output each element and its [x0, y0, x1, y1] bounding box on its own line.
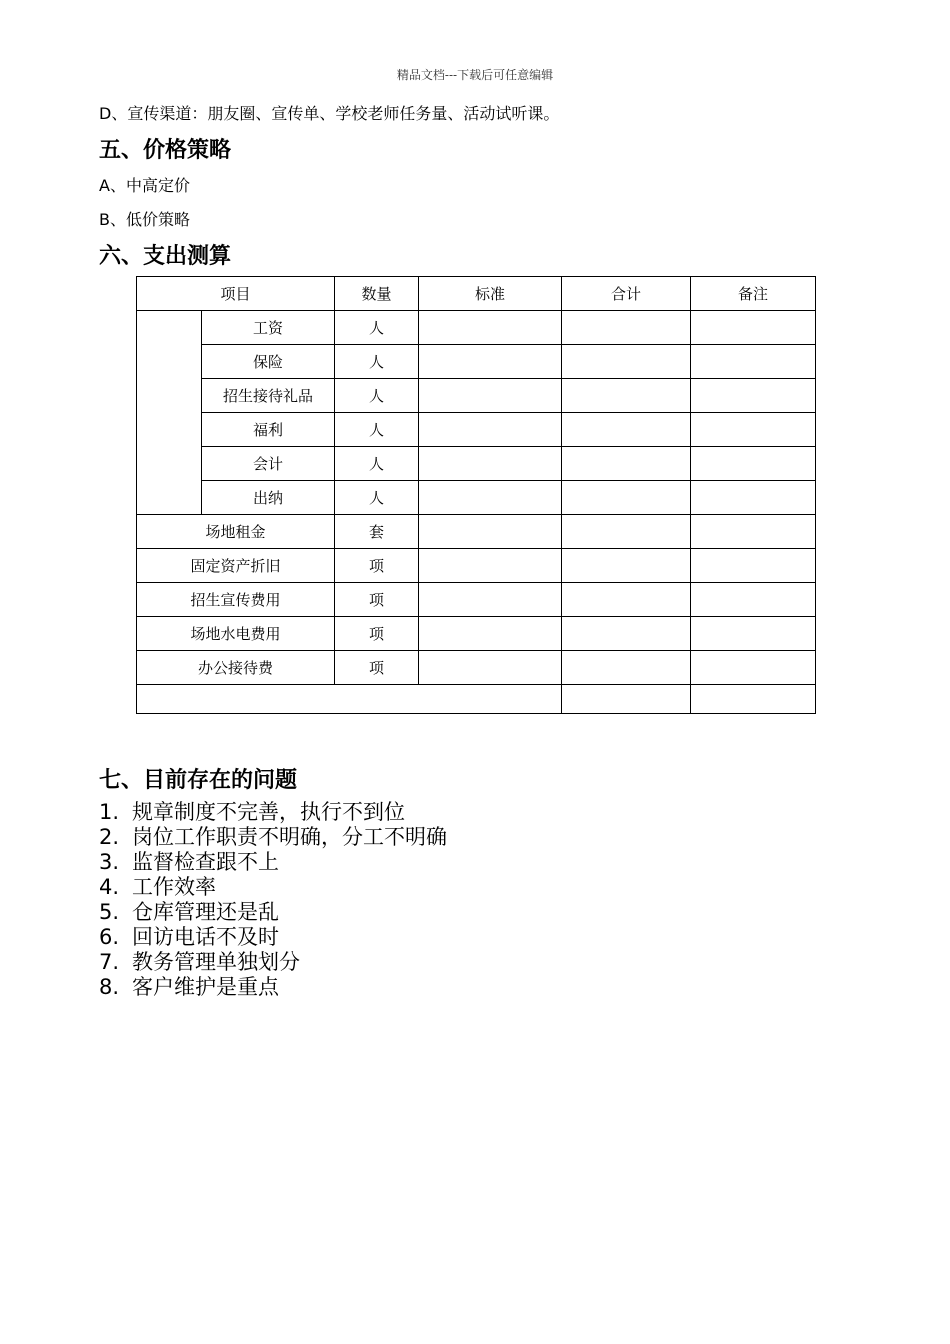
table-total-row — [137, 685, 816, 714]
row-standard — [419, 311, 562, 345]
row-standard — [419, 413, 562, 447]
table-row — [137, 583, 816, 617]
table-row — [137, 515, 816, 549]
header-item: 项目 — [137, 277, 335, 311]
table-header-row — [137, 277, 816, 311]
row-qty: 人 — [335, 345, 419, 379]
row-item: 会计 — [202, 447, 335, 481]
list-item — [99, 950, 447, 975]
table-row — [137, 379, 816, 413]
price-item-b: B、低价策略 — [99, 210, 190, 229]
problem-list — [99, 800, 447, 1000]
row-remark — [691, 515, 816, 549]
row-remark — [691, 549, 816, 583]
list-item-number: 7. — [99, 950, 120, 974]
row-remark — [691, 651, 816, 685]
row-total — [562, 651, 691, 685]
channels-line: D、宣传渠道：朋友圈、宣传单、学校老师任务量、活动试听课。 — [99, 104, 560, 123]
list-item-text: 规章制度不完善，执行不到位 — [132, 800, 405, 824]
page-header: 精品文档---下载后可任意编辑 — [396, 68, 554, 82]
list-item-text: 工作效率 — [132, 875, 216, 899]
row-qty: 人 — [335, 379, 419, 413]
row-item: 出纳 — [202, 481, 335, 515]
total-label-cell — [137, 685, 562, 714]
list-item-number: 5. — [99, 900, 120, 924]
list-item-number: 6. — [99, 925, 120, 949]
expense-table — [136, 276, 816, 714]
group-cell — [137, 311, 202, 515]
row-qty: 人 — [335, 481, 419, 515]
row-total — [562, 481, 691, 515]
row-item: 固定资产折旧 — [137, 549, 335, 583]
total-value-cell — [562, 685, 691, 714]
list-item-text: 回访电话不及时 — [132, 925, 279, 949]
list-item-number: 1. — [99, 800, 120, 824]
table-row — [137, 447, 816, 481]
row-item: 招生宣传费用 — [137, 583, 335, 617]
list-item — [99, 800, 447, 825]
row-qty: 项 — [335, 651, 419, 685]
row-item: 福利 — [202, 413, 335, 447]
total-remark-cell — [691, 685, 816, 714]
row-item: 保险 — [202, 345, 335, 379]
row-total — [562, 549, 691, 583]
row-total — [562, 617, 691, 651]
list-item-text: 教务管理单独划分 — [132, 950, 300, 974]
list-item — [99, 900, 447, 925]
table-row — [137, 549, 816, 583]
table-row — [137, 413, 816, 447]
list-item — [99, 825, 447, 850]
table-row — [137, 481, 816, 515]
section6-title: 六、支出测算 — [99, 244, 232, 269]
row-standard — [419, 583, 562, 617]
list-item-number: 4. — [99, 875, 120, 899]
row-total — [562, 379, 691, 413]
row-qty: 项 — [335, 583, 419, 617]
list-item-text: 监督检查跟不上 — [132, 850, 279, 874]
row-item: 场地水电费用 — [137, 617, 335, 651]
table-row — [137, 651, 816, 685]
row-standard — [419, 549, 562, 583]
row-standard — [419, 345, 562, 379]
row-total — [562, 345, 691, 379]
row-total — [562, 447, 691, 481]
header-qty: 数量 — [335, 277, 419, 311]
row-total — [562, 413, 691, 447]
price-item-a: A、中高定价 — [99, 176, 190, 195]
row-remark — [691, 413, 816, 447]
row-qty: 项 — [335, 617, 419, 651]
list-item-number: 8. — [99, 975, 120, 999]
list-item-number: 2. — [99, 825, 120, 849]
list-item — [99, 925, 447, 950]
section5-title: 五、价格策略 — [99, 138, 232, 163]
row-qty: 人 — [335, 311, 419, 345]
row-qty: 套 — [335, 515, 419, 549]
row-remark — [691, 379, 816, 413]
row-item: 工资 — [202, 311, 335, 345]
row-total — [562, 583, 691, 617]
row-remark — [691, 617, 816, 651]
list-item — [99, 975, 447, 1000]
row-item: 招生接待礼品 — [202, 379, 335, 413]
row-item: 办公接待费 — [137, 651, 335, 685]
list-item — [99, 875, 447, 900]
row-remark — [691, 447, 816, 481]
row-item: 场地租金 — [137, 515, 335, 549]
row-standard — [419, 515, 562, 549]
table-row — [137, 617, 816, 651]
list-item-text: 仓库管理还是乱 — [132, 900, 279, 924]
row-remark — [691, 345, 816, 379]
header-standard: 标准 — [419, 277, 562, 311]
table-row — [137, 311, 816, 345]
list-item-text: 岗位工作职责不明确，分工不明确 — [132, 825, 447, 849]
row-qty: 项 — [335, 549, 419, 583]
list-item — [99, 850, 447, 875]
list-item-text: 客户维护是重点 — [132, 975, 279, 999]
table-row — [137, 345, 816, 379]
row-total — [562, 515, 691, 549]
row-total — [562, 311, 691, 345]
row-remark — [691, 583, 816, 617]
list-item-number: 3. — [99, 850, 120, 874]
row-qty: 人 — [335, 447, 419, 481]
row-remark — [691, 481, 816, 515]
header-total: 合计 — [562, 277, 691, 311]
row-standard — [419, 379, 562, 413]
row-qty: 人 — [335, 413, 419, 447]
row-standard — [419, 651, 562, 685]
section7-title: 七、目前存在的问题 — [99, 768, 298, 793]
row-standard — [419, 617, 562, 651]
header-remark: 备注 — [691, 277, 816, 311]
row-standard — [419, 447, 562, 481]
row-standard — [419, 481, 562, 515]
row-remark — [691, 311, 816, 345]
